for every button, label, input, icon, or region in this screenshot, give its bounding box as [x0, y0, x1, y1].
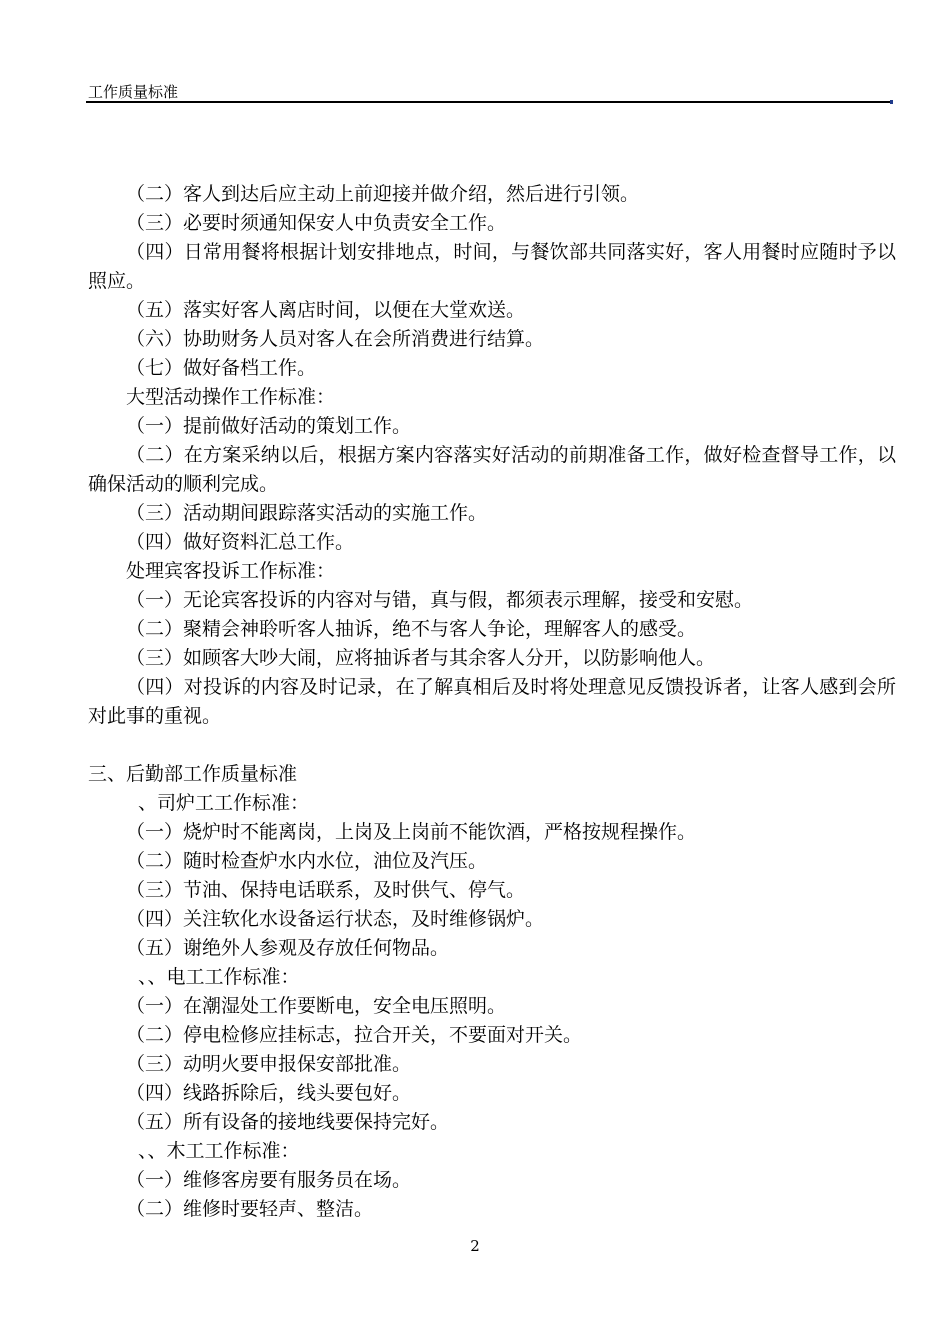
paragraph-line: （五）落实好客人离店时间，以便在大堂欢送。 [126, 299, 526, 321]
paragraph-line: （三）如顾客大吵大闹，应将抽诉者与其余客人分开，以防影响他人。 [126, 647, 716, 669]
section-subheading: 、司炉工工作标准： [138, 792, 310, 814]
paragraph-line: （一）提前做好活动的策划工作。 [126, 415, 412, 437]
section-subheading: 大型活动操作工作标准： [126, 386, 336, 408]
paragraph-line: （一）在潮湿处工作要断电，安全电压照明。 [126, 995, 507, 1017]
header-title: 工作质量标准 [88, 83, 179, 101]
paragraph-line: （三）节油、保持电话联系，及时供气、停气。 [126, 879, 526, 901]
paragraph-line: （一）无论宾客投诉的内容对与错，真与假，都须表示理解，接受和安慰。 [126, 589, 754, 611]
paragraph-line: （二）客人到达后应主动上前迎接并做介绍，然后进行引领。 [126, 183, 640, 205]
page-number: 2 [470, 1237, 480, 1255]
paragraph-line: （七）做好备档工作。 [126, 357, 317, 379]
paragraph-wrapped: （二）在方案采纳以后，根据方案内容落实好活动的前期准备工作，做好检查督导工作，以确保活动的顺利完成。 [88, 444, 896, 495]
paragraph-wrapped: （四）日常用餐将根据计划安排地点，时间，与餐饮部共同落实好，客人用餐时应随时予以照应。 [88, 241, 896, 292]
paragraph-line: （三）活动期间跟踪落实活动的实施工作。 [126, 502, 488, 524]
paragraph-line: （四）做好资料汇总工作。 [126, 531, 355, 553]
header-rule-end-mark [890, 100, 893, 104]
section-subheading: 、、木工工作标准： [138, 1140, 300, 1162]
paragraph-line: （二）随时检查炉水内水位，油位及汽压。 [126, 850, 488, 872]
section-heading: 三、后勤部工作质量标准 [88, 763, 298, 785]
blank-line [88, 731, 896, 760]
paragraph-line: （五）所有设备的接地线要保持完好。 [126, 1111, 450, 1133]
section-subheading: 处理宾客投诉工作标准： [126, 560, 336, 582]
paragraph-wrapped: （四）对投诉的内容及时记录，在了解真相后及时将处理意见反馈投诉者，让客人感到会所对此事的重视。 [88, 676, 896, 727]
document-body [88, 180, 896, 1224]
paragraph-line: （一）烧炉时不能离岗，上岗及上岗前不能饮酒，严格按规程操作。 [126, 821, 697, 843]
paragraph-line: （六）协助财务人员对客人在会所消费进行结算。 [126, 328, 545, 350]
paragraph-line: （三）动明火要申报保安部批准。 [126, 1053, 412, 1075]
section-subheading: 、、电工工作标准： [138, 966, 300, 988]
paragraph-line: （四）线路拆除后，线头要包好。 [126, 1082, 412, 1104]
paragraph-line: （三）必要时须通知保安人中负责安全工作。 [126, 212, 507, 234]
paragraph-line: （二）聚精会神聆听客人抽诉，绝不与客人争论，理解客人的感受。 [126, 618, 697, 640]
paragraph-line: （四）关注软化水设备运行状态，及时维修锅炉。 [126, 908, 545, 930]
paragraph-line: （五）谢绝外人参观及存放任何物品。 [126, 937, 450, 959]
paragraph-line: （一）维修客房要有服务员在场。 [126, 1169, 412, 1191]
paragraph-line: （二）维修时要轻声、整洁。 [126, 1198, 374, 1220]
paragraph-line: （二）停电检修应挂标志，拉合开关，不要面对开关。 [126, 1024, 583, 1046]
header-rule [86, 101, 892, 103]
